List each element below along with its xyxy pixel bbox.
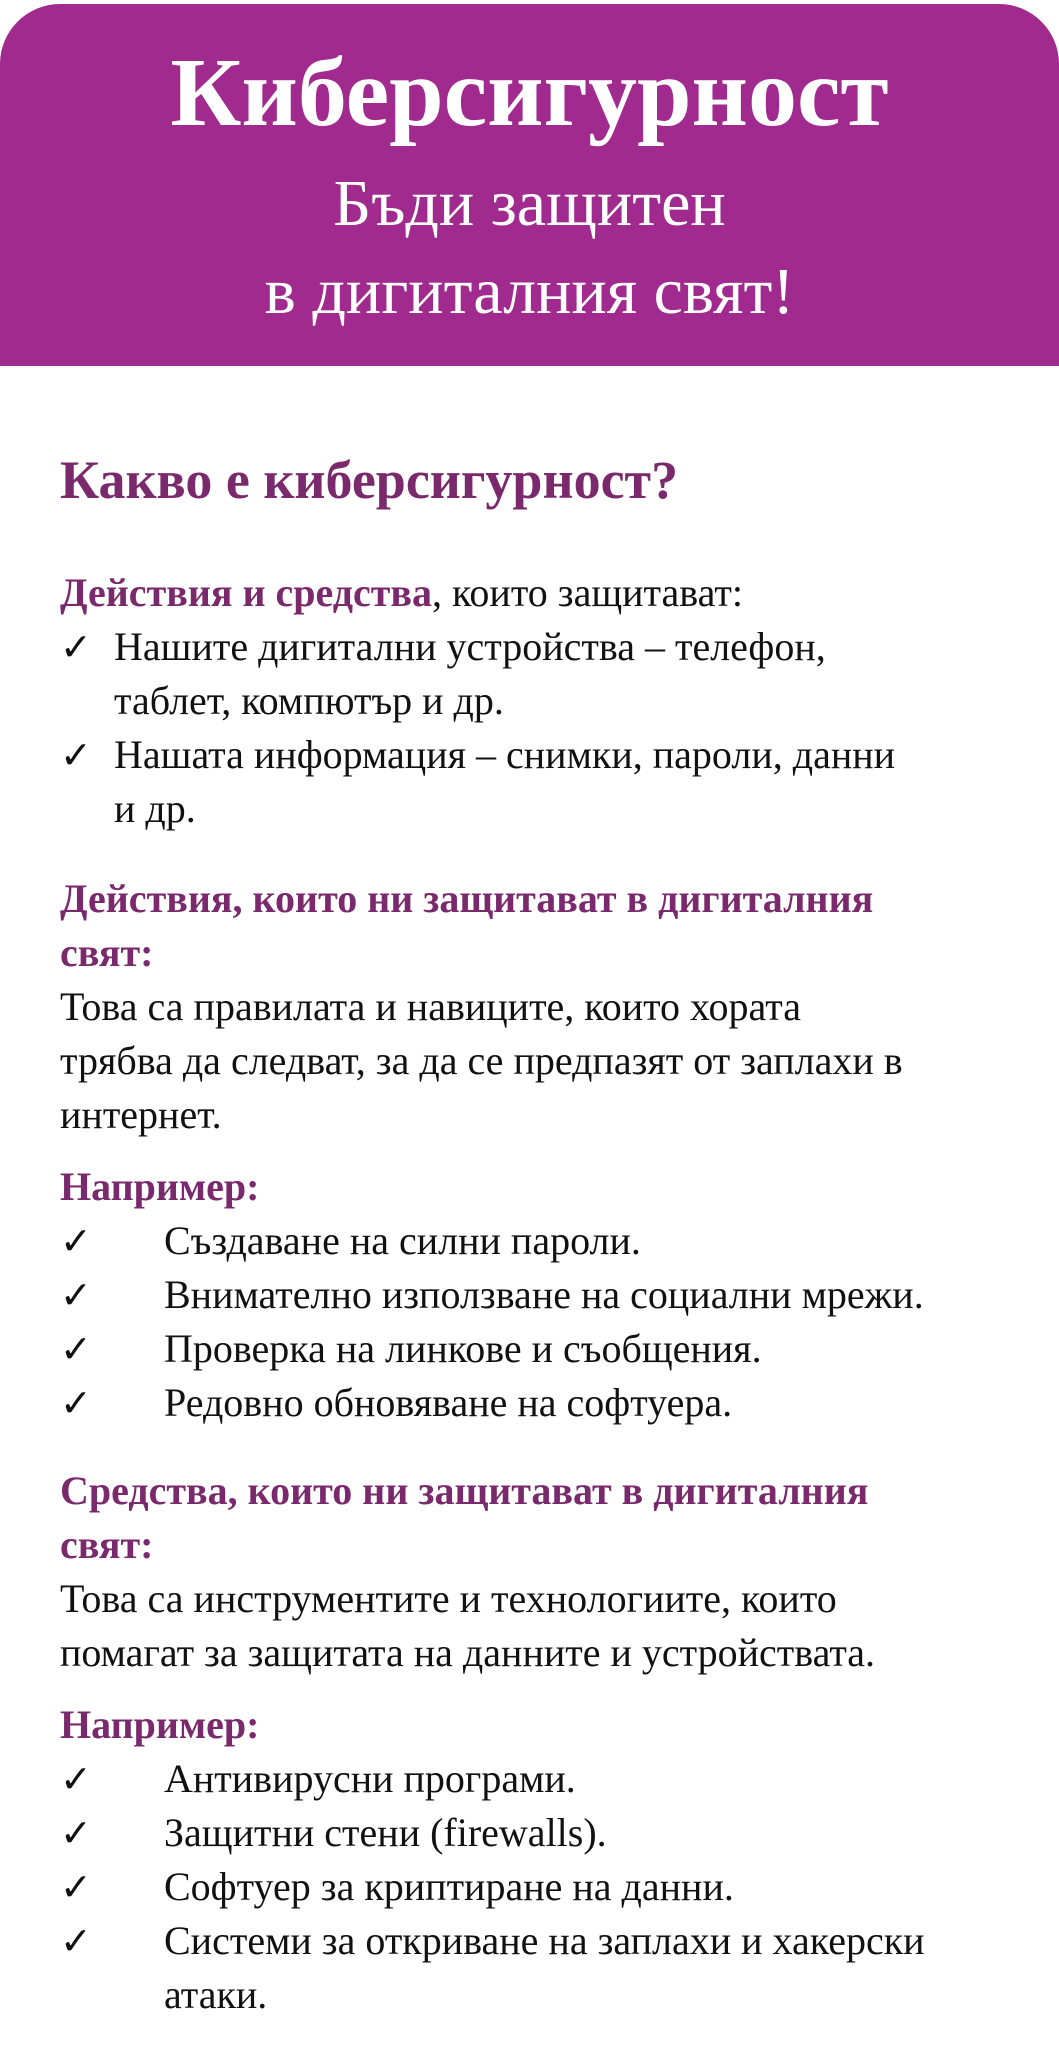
check-icon: ✓ [60,1919,92,1963]
section2-body-line: трябва да следват, за да се предпазят от заплахи в [60,1038,903,1083]
section2-heading: Действия, които ни защитават в дигиталния [60,876,874,921]
list-item: Системи за откриване на заплахи и хакерски [164,1918,925,1963]
list-item: Софтуер за криптиране на данни. [164,1864,734,1909]
list-item: Нашите дигитални устройства – телефон, [114,624,826,669]
subtitle-line-1: Бъди защитен [333,167,726,240]
section3-heading: Средства, които ни защитават в дигиталния [60,1468,869,1513]
page-title: Киберсигурност [170,39,889,147]
section3-body-line: Това са инструментите и технологиите, които [60,1576,837,1621]
list-item: Внимателно използване на социални мрежи. [164,1272,924,1317]
check-icon: ✓ [60,1811,92,1855]
section2-heading-continuation: свят: [60,930,154,975]
check-icon: ✓ [60,1381,92,1425]
list-item: Антивирусни програми. [164,1756,576,1801]
check-icon: ✓ [60,1327,92,1371]
section1-lead [60,566,743,620]
list-item-continuation: и др. [114,786,196,831]
check-icon: ✓ [60,625,92,669]
list-item-continuation: таблет, компютър и др. [114,678,504,723]
check-icon: ✓ [60,1757,92,1801]
list-item: Проверка на линкове и съобщения. [164,1326,762,1371]
section2-body-line: Това са правилата и навиците, които хората [60,984,801,1029]
list-item: Редовно обновяване на софтуера. [164,1380,733,1425]
section3-example-label: Например: [60,1702,260,1747]
check-icon: ✓ [60,1865,92,1909]
header-banner [0,4,1059,366]
section1-lead-bold: Действия и средства [60,570,433,615]
list-item: Нашата информация – снимки, пароли, данни [114,732,896,777]
section3-heading-continuation: свят: [60,1522,154,1567]
subtitle-line-2: в дигиталния свят! [264,255,795,328]
check-icon: ✓ [60,1273,92,1317]
section2-body-line: интернет. [60,1092,222,1137]
check-icon: ✓ [60,1219,92,1263]
section3-body-line: помагат за защитата на данните и устройствата. [60,1630,876,1675]
list-item-continuation: атаки. [164,1972,268,2017]
list-item: Създаване на силни пароли. [164,1218,641,1263]
check-icon: ✓ [60,733,92,777]
section2-example-label: Например: [60,1164,260,1209]
list-item: Защитни стени (firewalls). [164,1810,607,1855]
section1-lead-rest: , които защитават: [432,570,743,615]
main-heading: Какво е киберсигурност? [60,450,679,510]
